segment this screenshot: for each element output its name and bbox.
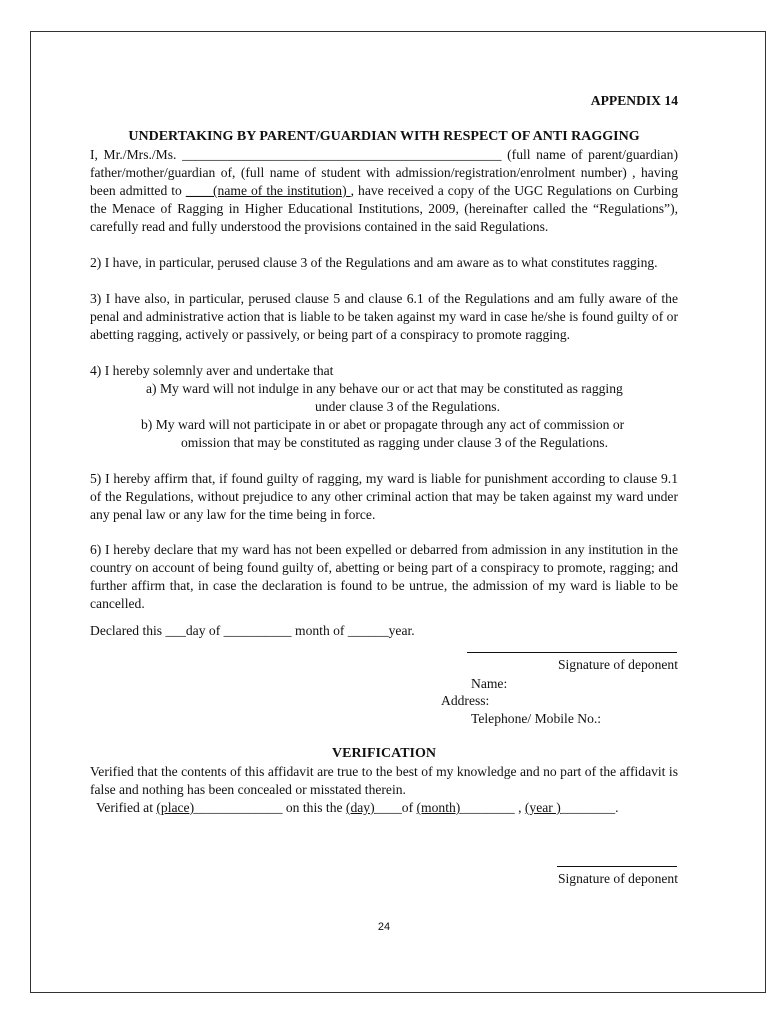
verified-at-end: .: [615, 800, 619, 815]
clause-3: 3) I have also, in particular, perused clause 5 and clause 6.1 of the Regulations and am fully aware of the penal and administrative action that is liable to be taken against my ward in case he/she is found guilty of or abetting ragging, actively or passively, or being part of a conspiracy to promote ragging.: [90, 291, 678, 342]
signature-line-2: [557, 866, 677, 867]
signature-deponent-2: Signature of deponent: [557, 871, 678, 886]
signature-deponent-1: Signature of deponent: [557, 657, 678, 672]
page-number: 24: [377, 921, 391, 933]
verification-title: VERIFICATION: [332, 746, 436, 761]
institution-placeholder: ____(name of the institution): [185, 183, 351, 198]
signature-line-1: [467, 652, 677, 653]
appendix-label: APPENDIX 14: [590, 93, 678, 108]
year-blank: ________: [560, 800, 616, 815]
day-blank: ____: [374, 800, 402, 815]
intro-part1: I, Mr./Mrs./Ms. _______________________________________________ (full name of parent/guardian) father/mother/guardian of, (full name of student with admission/registration/enrolment number) , having been admitted to: [90, 147, 678, 198]
clause-4b-line2: omission that may be constituted as ragging under clause 3 of the Regulations.: [181, 435, 608, 450]
clause-6: 6) I hereby declare that my ward has not been expelled or debarred from admission in any institution in the country on account of being found guilty of, abetting or being part of a conspiracy to promote, ragging; and further affirm that, in case the declaration is found to be untrue, the admission of my ward is liable to be cancelled.: [90, 542, 678, 611]
declared-line: Declared this ___day of __________ month of ______year.: [90, 623, 415, 638]
verified-at-prefix: Verified at: [96, 800, 157, 815]
place-blank: _____________: [194, 800, 283, 815]
year-field: (year ): [524, 800, 561, 815]
place-field: (place): [156, 800, 195, 815]
clause-4a-line2: under clause 3 of the Regulations.: [315, 399, 500, 414]
clause-5: 5) I hereby affirm that, if found guilty of ragging, my ward is liable for punishment according to clause 9.1 of the Regulations, without prejudice to any other criminal action that may be taken against my ward under any penal law or any law for the time being in force.: [90, 471, 678, 522]
verified-at-mid: on this the: [282, 800, 346, 815]
month-blank: ________: [460, 800, 515, 815]
address-label: Address:: [441, 693, 490, 708]
name-label: Name:: [471, 676, 508, 691]
clause-2: 2) I have, in particular, perused clause 3 of the Regulations and am aware as to what constitutes ragging.: [90, 255, 658, 270]
clause-4: 4) I hereby solemnly aver and undertake that: [90, 363, 334, 378]
telephone-label: Telephone/ Mobile No.:: [471, 711, 602, 726]
month-field: (month): [416, 800, 461, 815]
verified-at-line: [96, 799, 619, 817]
day-field: (day): [345, 800, 375, 815]
verified-at-of: of: [401, 800, 417, 815]
clause-4a-line1: a) My ward will not indulge in any behave our or act that may be constituted as ragging: [146, 381, 623, 396]
clause-4b-line1: b) My ward will not participate in or abet or propagate through any act of commission or: [141, 417, 625, 432]
verified-at-sep: ,: [514, 800, 525, 815]
intro-paragraph: [90, 146, 678, 236]
verification-text: Verified that the contents of this affidavit are true to the best of my knowledge and no part of the affidavit is false and nothing has been concealed or misstated therein.: [90, 764, 678, 797]
intro-part2: , have received a copy of the UGC Regulations on Curbing the Menace of Ragging in Higher Educational Institutions, 2009, (hereinafter called the “Regulations”), carefully read and fully understood the provisions contained in the said Regulations.: [90, 183, 679, 234]
document-title: UNDERTAKING BY PARENT/GUARDIAN WITH RESPECT OF ANTI RAGGING: [128, 129, 640, 144]
